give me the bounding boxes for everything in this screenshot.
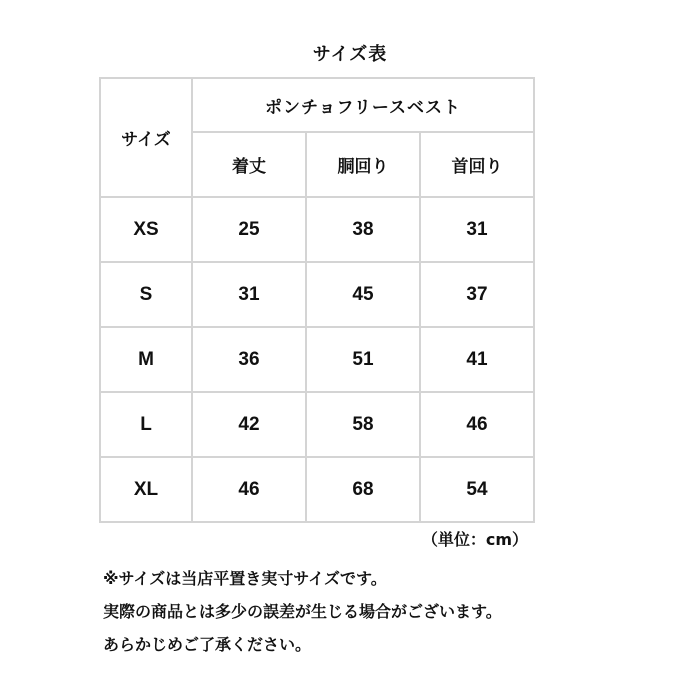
- unit-note: （単位：cm）: [421, 530, 528, 549]
- table-row: [100, 327, 534, 392]
- table-cell: 51: [306, 327, 420, 392]
- page-title: サイズ表: [312, 44, 388, 65]
- size-table: [99, 77, 535, 523]
- size-label: XL: [100, 457, 192, 522]
- size-label: M: [100, 327, 192, 392]
- table-cell: 68: [306, 457, 420, 522]
- table-row: [100, 457, 534, 522]
- note-line: ※サイズは当店平置き実寸サイズです。: [103, 569, 387, 588]
- size-label: XS: [100, 197, 192, 262]
- table-cell: 37: [420, 262, 534, 327]
- table-cell: 36: [192, 327, 306, 392]
- table-cell: 46: [420, 392, 534, 457]
- table-cell: 31: [420, 197, 534, 262]
- table-row: [100, 197, 534, 262]
- table-cell: 45: [306, 262, 420, 327]
- column-header-length: 着丈: [192, 132, 306, 197]
- table-cell: 42: [192, 392, 306, 457]
- table-cell: 46: [192, 457, 306, 522]
- table-cell: 58: [306, 392, 420, 457]
- table-row: [100, 262, 534, 327]
- size-label: L: [100, 392, 192, 457]
- table-cell: 54: [420, 457, 534, 522]
- notes-block: [103, 562, 502, 661]
- table-header-row: [100, 78, 534, 132]
- table-cell: 31: [192, 262, 306, 327]
- table-row: [100, 392, 534, 457]
- table-cell: 25: [192, 197, 306, 262]
- note-line: 実際の商品とは多少の誤差が生じる場合がございます。: [103, 602, 502, 621]
- size-header-cell: サイズ: [100, 78, 192, 197]
- table-cell: 38: [306, 197, 420, 262]
- table-cell: 41: [420, 327, 534, 392]
- note-line: あらかじめご了承ください。: [103, 635, 312, 654]
- column-header-neck: 首回り: [420, 132, 534, 197]
- size-label: S: [100, 262, 192, 327]
- column-header-waist: 胴回り: [306, 132, 420, 197]
- product-header-cell: ポンチョフリースベスト: [192, 78, 534, 132]
